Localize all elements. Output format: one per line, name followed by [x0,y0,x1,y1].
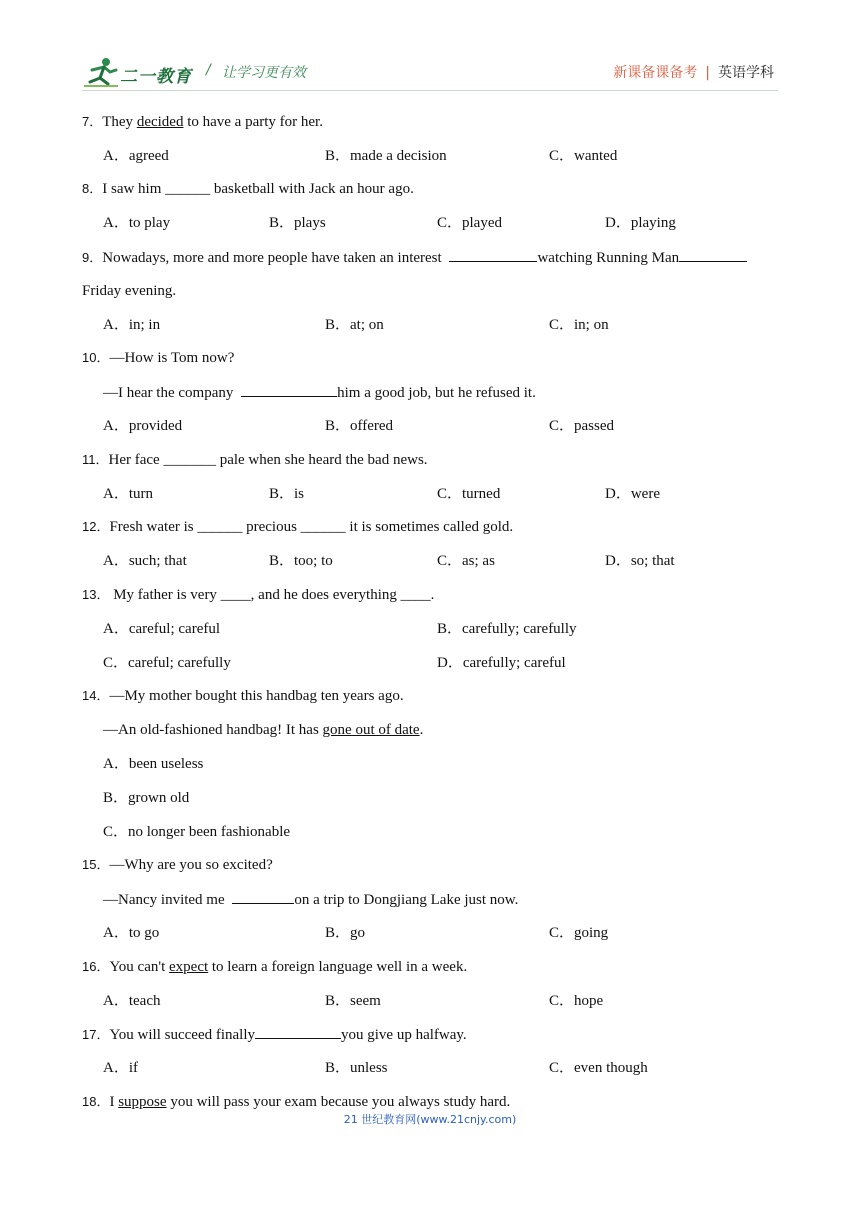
option-b[interactable]: B．offered [325,418,394,434]
header-exam-label: 新课备课备考 [613,65,698,81]
option-b[interactable]: B．grown old [103,790,190,806]
question-text: —Nancy invited me [103,892,229,908]
answer-blank [241,382,337,397]
underlined-word: expect [169,959,209,975]
question-number: 11． [82,452,109,467]
question-number: 10． [82,350,110,365]
option-d[interactable]: D．were [605,486,660,502]
logo-text: 二一教育 [120,67,192,87]
question-17 [82,1024,467,1045]
question-10 [82,348,234,368]
question-text: watching Running Man [537,250,680,266]
header-divider [82,90,778,91]
question-text: him a good job, but he refused it. [337,385,536,401]
option-a[interactable]: A．if [103,1060,138,1076]
option-d[interactable]: D．playing [605,215,676,231]
question-7 [82,112,323,132]
question-text: You can't [109,959,169,975]
question-text: —An old-fashioned handbag! It has [103,722,323,738]
option-c[interactable]: C．passed [549,418,614,434]
option-b[interactable]: B．go [325,925,366,941]
question-number: 18． [82,1094,110,1109]
question-text: to learn a foreign language well in a week. [208,959,468,975]
option-a[interactable]: A．careful; careful [103,621,221,637]
option-a[interactable]: A．such; that [103,553,187,569]
question-text: —How is Tom now? [109,350,235,366]
question-text: Her face _______ pale when she heard the bad news. [108,452,428,468]
question-14 [82,686,404,706]
question-text: . [419,722,424,738]
question-15 [82,855,273,875]
brand-logo [82,56,222,88]
answer-blank [255,1024,341,1039]
page-footer[interactable]: 21 世纪教育网(www.21cnjy.com) [343,1113,517,1126]
option-c[interactable]: C．turned [437,486,501,502]
question-text: on a trip to Dongjiang Lake just now. [294,892,519,908]
question-18 [82,1092,510,1112]
slogan: 让学习更有效 [222,65,306,81]
option-c[interactable]: C．hope [549,993,604,1009]
question-16 [82,957,467,977]
question-9 [82,247,747,268]
header-right [613,62,774,82]
question-text: you will pass your exam because you always study hard. [166,1094,511,1110]
question-11 [82,450,428,470]
option-a[interactable]: A．teach [103,993,161,1009]
option-b[interactable]: B．made a decision [325,148,447,164]
underlined-phrase: gone out of date [322,722,420,738]
option-c[interactable]: C．no longer been fashionable [103,824,291,840]
question-number: 7． [82,114,103,129]
option-a[interactable]: A．provided [103,418,183,434]
answer-blank [679,247,747,262]
option-d[interactable]: D．carefully; careful [437,655,566,671]
question-12 [82,517,513,537]
question-number: 14． [82,688,110,703]
dialogue-line [103,382,536,403]
question-number: 9． [82,250,103,265]
answer-blank [449,247,537,262]
underlined-word: suppose [118,1094,167,1110]
option-c[interactable]: C．going [549,925,609,941]
option-c[interactable]: C．as; as [437,553,495,569]
option-b[interactable]: B．is [269,486,305,502]
question-number: 12． [82,519,110,534]
slogan-divider: / [206,62,211,78]
option-b[interactable]: B．plays [269,215,326,231]
dialogue-line [103,889,518,910]
question-13 [82,585,434,605]
option-a[interactable]: A．to go [103,925,160,941]
option-a[interactable]: A．in; in [103,317,161,333]
option-c[interactable]: C．careful; carefully [103,655,231,671]
question-number: 16． [82,959,110,974]
question-number: 15． [82,857,110,872]
option-c[interactable]: C．even though [549,1060,648,1076]
header-subject-label: 英语学科 [718,65,774,81]
option-b[interactable]: B．unless [325,1060,388,1076]
question-text: Fresh water is ______ precious ______ it is sometimes called gold. [109,519,514,535]
option-c[interactable]: C．played [437,215,502,231]
option-a[interactable]: A．to play [103,215,171,231]
question-text: —I hear the company [103,385,238,401]
question-text: You will succeed finally [109,1027,256,1043]
option-a[interactable]: A．turn [103,486,153,502]
question-text: to have a party for her. [183,114,323,130]
answer-blank [232,889,294,904]
question-text: They [102,114,137,130]
question-text: you give up halfway. [341,1027,467,1043]
option-b[interactable]: B．too; to [269,553,333,569]
question-text: I [109,1094,119,1110]
dialogue-line [103,720,423,740]
option-d[interactable]: D．so; that [605,553,675,569]
question-number: 17． [82,1027,110,1042]
runner-logo-icon [82,56,120,88]
option-a[interactable]: A．agreed [103,148,169,164]
question-text: I saw him ______ basketball with Jack an hour ago. [102,181,414,197]
question-text: —Why are you so excited? [109,857,273,873]
option-b[interactable]: B．carefully; carefully [437,621,577,637]
page-header [82,54,778,90]
question-text-continued: Friday evening. [82,283,177,299]
header-separator: | [705,65,710,81]
underlined-word: decided [136,114,184,130]
question-text: Nowadays, more and more people have taken an interest [102,250,446,266]
option-b[interactable]: B．seem [325,993,381,1009]
option-c[interactable]: C．wanted [549,148,618,164]
option-b[interactable]: B．at; on [325,317,384,333]
question-number: 13． [82,587,110,602]
question-text: —My mother bought this handbag ten years ago. [109,688,404,704]
question-text: My father is very ____, and he does everything ____. [109,587,435,603]
option-c[interactable]: C．in; on [549,317,609,333]
question-number: 8． [82,181,103,196]
question-8 [82,179,414,199]
option-a[interactable]: A．been useless [103,756,204,772]
